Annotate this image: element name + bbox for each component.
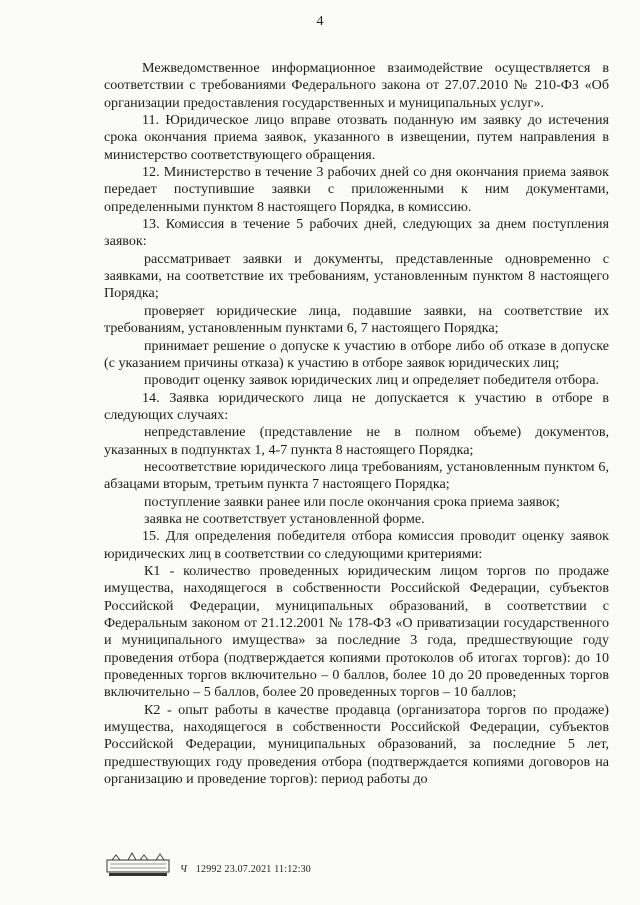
paragraph-11: 11. Юридическое лицо вправе отозвать поданную им заявку до истечения срока окончания приема заявок, указанного в извещении, путем направления в министерство соответствующего обращения.: [104, 112, 609, 163]
page-number: 4: [316, 14, 324, 29]
paragraph-14-item-1: непредставление (представление не в полном объеме) документов, указанных в подпунктах 1, 4-7 пункта 8 настоящего Порядка;: [104, 424, 609, 458]
paragraph-interagency: Межведомственное информационное взаимодействие осуществляется в соответствии с требованиями Федерального закона от 27.07.2010 № 210-ФЗ «Об организации предоставления государственных и муниципальных услуг».: [104, 60, 609, 111]
paragraph-14: 14. Заявка юридического лица не допускается к участию в отборе в следующих случаях:: [104, 389, 609, 423]
paragraph-12: 12. Министерство в течение 3 рабочих дней со дня окончания приема заявок передает поступившие заявки с приложенными к ним документами, определенными пунктом 8 настоящего Порядка, в комиссию.: [104, 164, 609, 215]
paragraph-14-item-3: поступление заявки ранее или после окончания срока приема заявок;: [144, 493, 560, 510]
registration-stamp-icon: [106, 851, 170, 877]
registration-footer: [180, 864, 311, 875]
criterion-k2: К2 - опыт работы в качестве продавца (организатора торгов по продаже) имущества, находящегося в собственности Российской Федерации, субъектов Российской Федерации, муниципальных образований, за последние 5 лет, предшествующих году проведения отбора (подтверждается копиями договоров на организацию и проведение торгов): период работы до: [104, 701, 609, 788]
criterion-k1: К1 - количество проведенных юридическим лицом торгов по продаже имущества, находящегося в собственности Российской Федерации, субъектов Российской Федерации, муниципальных образований, в соответствии с Федеральным законом от 21.12.2001 № 178-ФЗ «О приватизации государственного и муниципального имущества» за последние 3 года, предшествующие году проведения отбора (подтверждается копиями протоколов об итогах торгов): до 10 проведенных торгов включительно – 0 баллов, более 10 до 20 проведенных торгов включительно – 5 баллов, более 20 проведенных торгов – 10 баллов;: [104, 562, 609, 701]
paragraph-13-item-1: рассматривает заявки и документы, представленные одновременно с заявками, на соответствие их требованиям, установленным пунктом 8 настоящего Порядка;: [104, 250, 609, 302]
paragraph-13: 13. Комиссия в течение 5 рабочих дней, следующих за днем поступления заявок:: [104, 216, 609, 250]
paragraph-14-item-4: заявка не соответствует установленной форме.: [144, 510, 425, 527]
registry-timestamp: 23.07.2021 11:12:30: [224, 864, 311, 875]
document-body: [104, 60, 609, 788]
paragraph-13-item-3: принимает решение о допуске к участию в отборе либо об отказе в допуске (с указанием причины отказа) к участию в отборе заявок юридических лиц;: [104, 337, 609, 371]
paragraph-13-item-2: проверяет юридические лица, подавшие заявки, на соответствие их требованиям, установленным пунктами 6, 7 настоящего Порядка;: [104, 302, 609, 337]
paragraph-15: 15. Для определения победителя отбора комиссия проводит оценку заявок юридических лиц в соответствии со следующими критериями:: [104, 528, 609, 562]
paragraph-13-item-4: проводит оценку заявок юридических лиц и определяет победителя отбора.: [144, 372, 600, 389]
registry-number: 12992: [195, 864, 222, 875]
signature-mark: Ч: [180, 864, 188, 875]
paragraph-14-item-2: несоответствие юридического лица требованиям, установленным пунктом 6, абзацами вторым, третьим пункта 7 настоящего Порядка;: [104, 458, 609, 493]
